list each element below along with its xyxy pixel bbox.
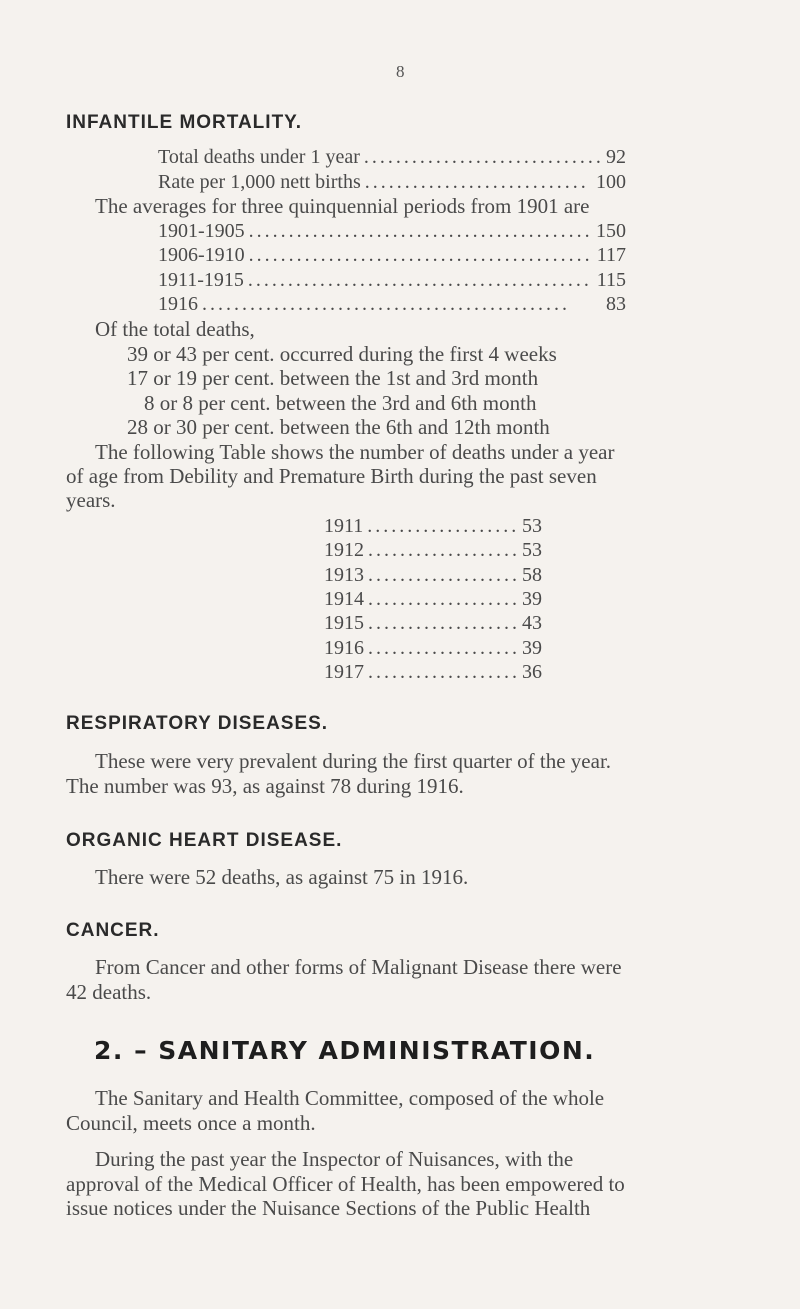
sanitary-text: approval of the Medical Officer of Health, has been empowered to: [66, 1172, 625, 1196]
row-value: 92: [606, 146, 626, 168]
percentage-line: 8 or 8 per cent. between the 3rd and 6th month: [144, 391, 537, 415]
cancer-text: 42 deaths.: [66, 980, 152, 1004]
sanitary-text: During the past year the Inspector of Nuisances, with the: [95, 1147, 574, 1171]
leader-dots: [249, 243, 591, 267]
rate-row: [158, 170, 626, 194]
percentage-line: 39 or 43 per cent. occurred during the first 4 weeks: [127, 342, 557, 366]
row-value: 83: [606, 293, 626, 315]
year-value: 39: [522, 637, 542, 659]
year-label: 1913: [324, 564, 364, 586]
leader-dots: [364, 145, 600, 169]
year-label: 1915: [324, 612, 364, 634]
year-value: 53: [522, 539, 542, 561]
year-label: 1916: [324, 637, 364, 659]
sanitary-administration-heading: 2. – SANITARY ADMINISTRATION.: [94, 1036, 596, 1065]
row-label: 1901-1905: [158, 220, 245, 242]
heart-disease-heading: ORGANIC HEART DISEASE.: [66, 830, 343, 851]
cancer-text: From Cancer and other forms of Malignant Disease there were: [95, 955, 622, 979]
year-value: 39: [522, 588, 542, 610]
page-number: 8: [396, 62, 405, 81]
respiratory-heading: RESPIRATORY DISEASES.: [66, 713, 329, 734]
table-intro-line: The following Table shows the number of deaths under a year: [95, 440, 615, 464]
row-label: 1916: [158, 293, 198, 315]
sanitary-text: The Sanitary and Health Committee, composed of the whole: [95, 1086, 605, 1110]
period-row: [158, 292, 626, 316]
year-row: [324, 514, 542, 538]
table-intro-line: of age from Debility and Premature Birth during the past seven: [66, 464, 597, 488]
year-value: 58: [522, 564, 542, 586]
infantile-mortality-heading: INFANTILE MORTALITY.: [66, 112, 303, 133]
leader-dots: [368, 636, 516, 660]
year-value: 53: [522, 515, 542, 537]
row-value: 115: [596, 269, 626, 291]
leader-dots: [368, 538, 516, 562]
cancer-heading: CANCER.: [66, 920, 160, 941]
table-intro-line: years.: [66, 488, 116, 512]
year-row: [324, 611, 542, 635]
averages-intro: The averages for three quinquennial periods from 1901 are: [95, 194, 590, 218]
year-row: [324, 538, 542, 562]
year-row: [324, 563, 542, 587]
period-row: [158, 268, 626, 292]
leader-dots: [367, 514, 516, 538]
leader-dots: [202, 292, 600, 316]
row-label: Rate per 1,000 nett births: [158, 171, 361, 193]
row-value: 117: [596, 244, 626, 266]
year-label: 1917: [324, 661, 364, 683]
leader-dots: [368, 587, 516, 611]
percentage-line: 28 or 30 per cent. between the 6th and 12th month: [127, 415, 550, 439]
heart-disease-text: There were 52 deaths, as against 75 in 1916.: [95, 865, 469, 889]
year-value: 36: [522, 661, 542, 683]
respiratory-text: These were very prevalent during the first quarter of the year.: [95, 749, 612, 773]
year-label: 1912: [324, 539, 364, 561]
total-deaths-row: [158, 145, 626, 169]
year-value: 43: [522, 612, 542, 634]
period-row: [158, 219, 626, 243]
leader-dots: [368, 660, 516, 684]
of-total-deaths: Of the total deaths,: [95, 317, 255, 341]
row-value: 100: [596, 171, 626, 193]
leader-dots: [368, 611, 516, 635]
row-value: 150: [596, 220, 626, 242]
year-label: 1911: [324, 515, 364, 537]
leader-dots: [248, 268, 591, 292]
year-row: [324, 660, 542, 684]
year-label: 1914: [324, 588, 364, 610]
respiratory-text: The number was 93, as against 78 during 1916.: [66, 774, 464, 798]
year-row: [324, 636, 542, 660]
year-row: [324, 587, 542, 611]
sanitary-text: Council, meets once a month.: [66, 1111, 316, 1135]
period-row: [158, 243, 626, 267]
sanitary-text: issue notices under the Nuisance Sections of the Public Health: [66, 1196, 591, 1220]
row-label: 1906-1910: [158, 244, 245, 266]
row-label: 1911-1915: [158, 269, 244, 291]
leader-dots: [365, 170, 590, 194]
row-label: Total deaths under 1 year: [158, 146, 360, 168]
leader-dots: [368, 563, 516, 587]
leader-dots: [249, 219, 590, 243]
percentage-line: 17 or 19 per cent. between the 1st and 3rd month: [127, 366, 539, 390]
